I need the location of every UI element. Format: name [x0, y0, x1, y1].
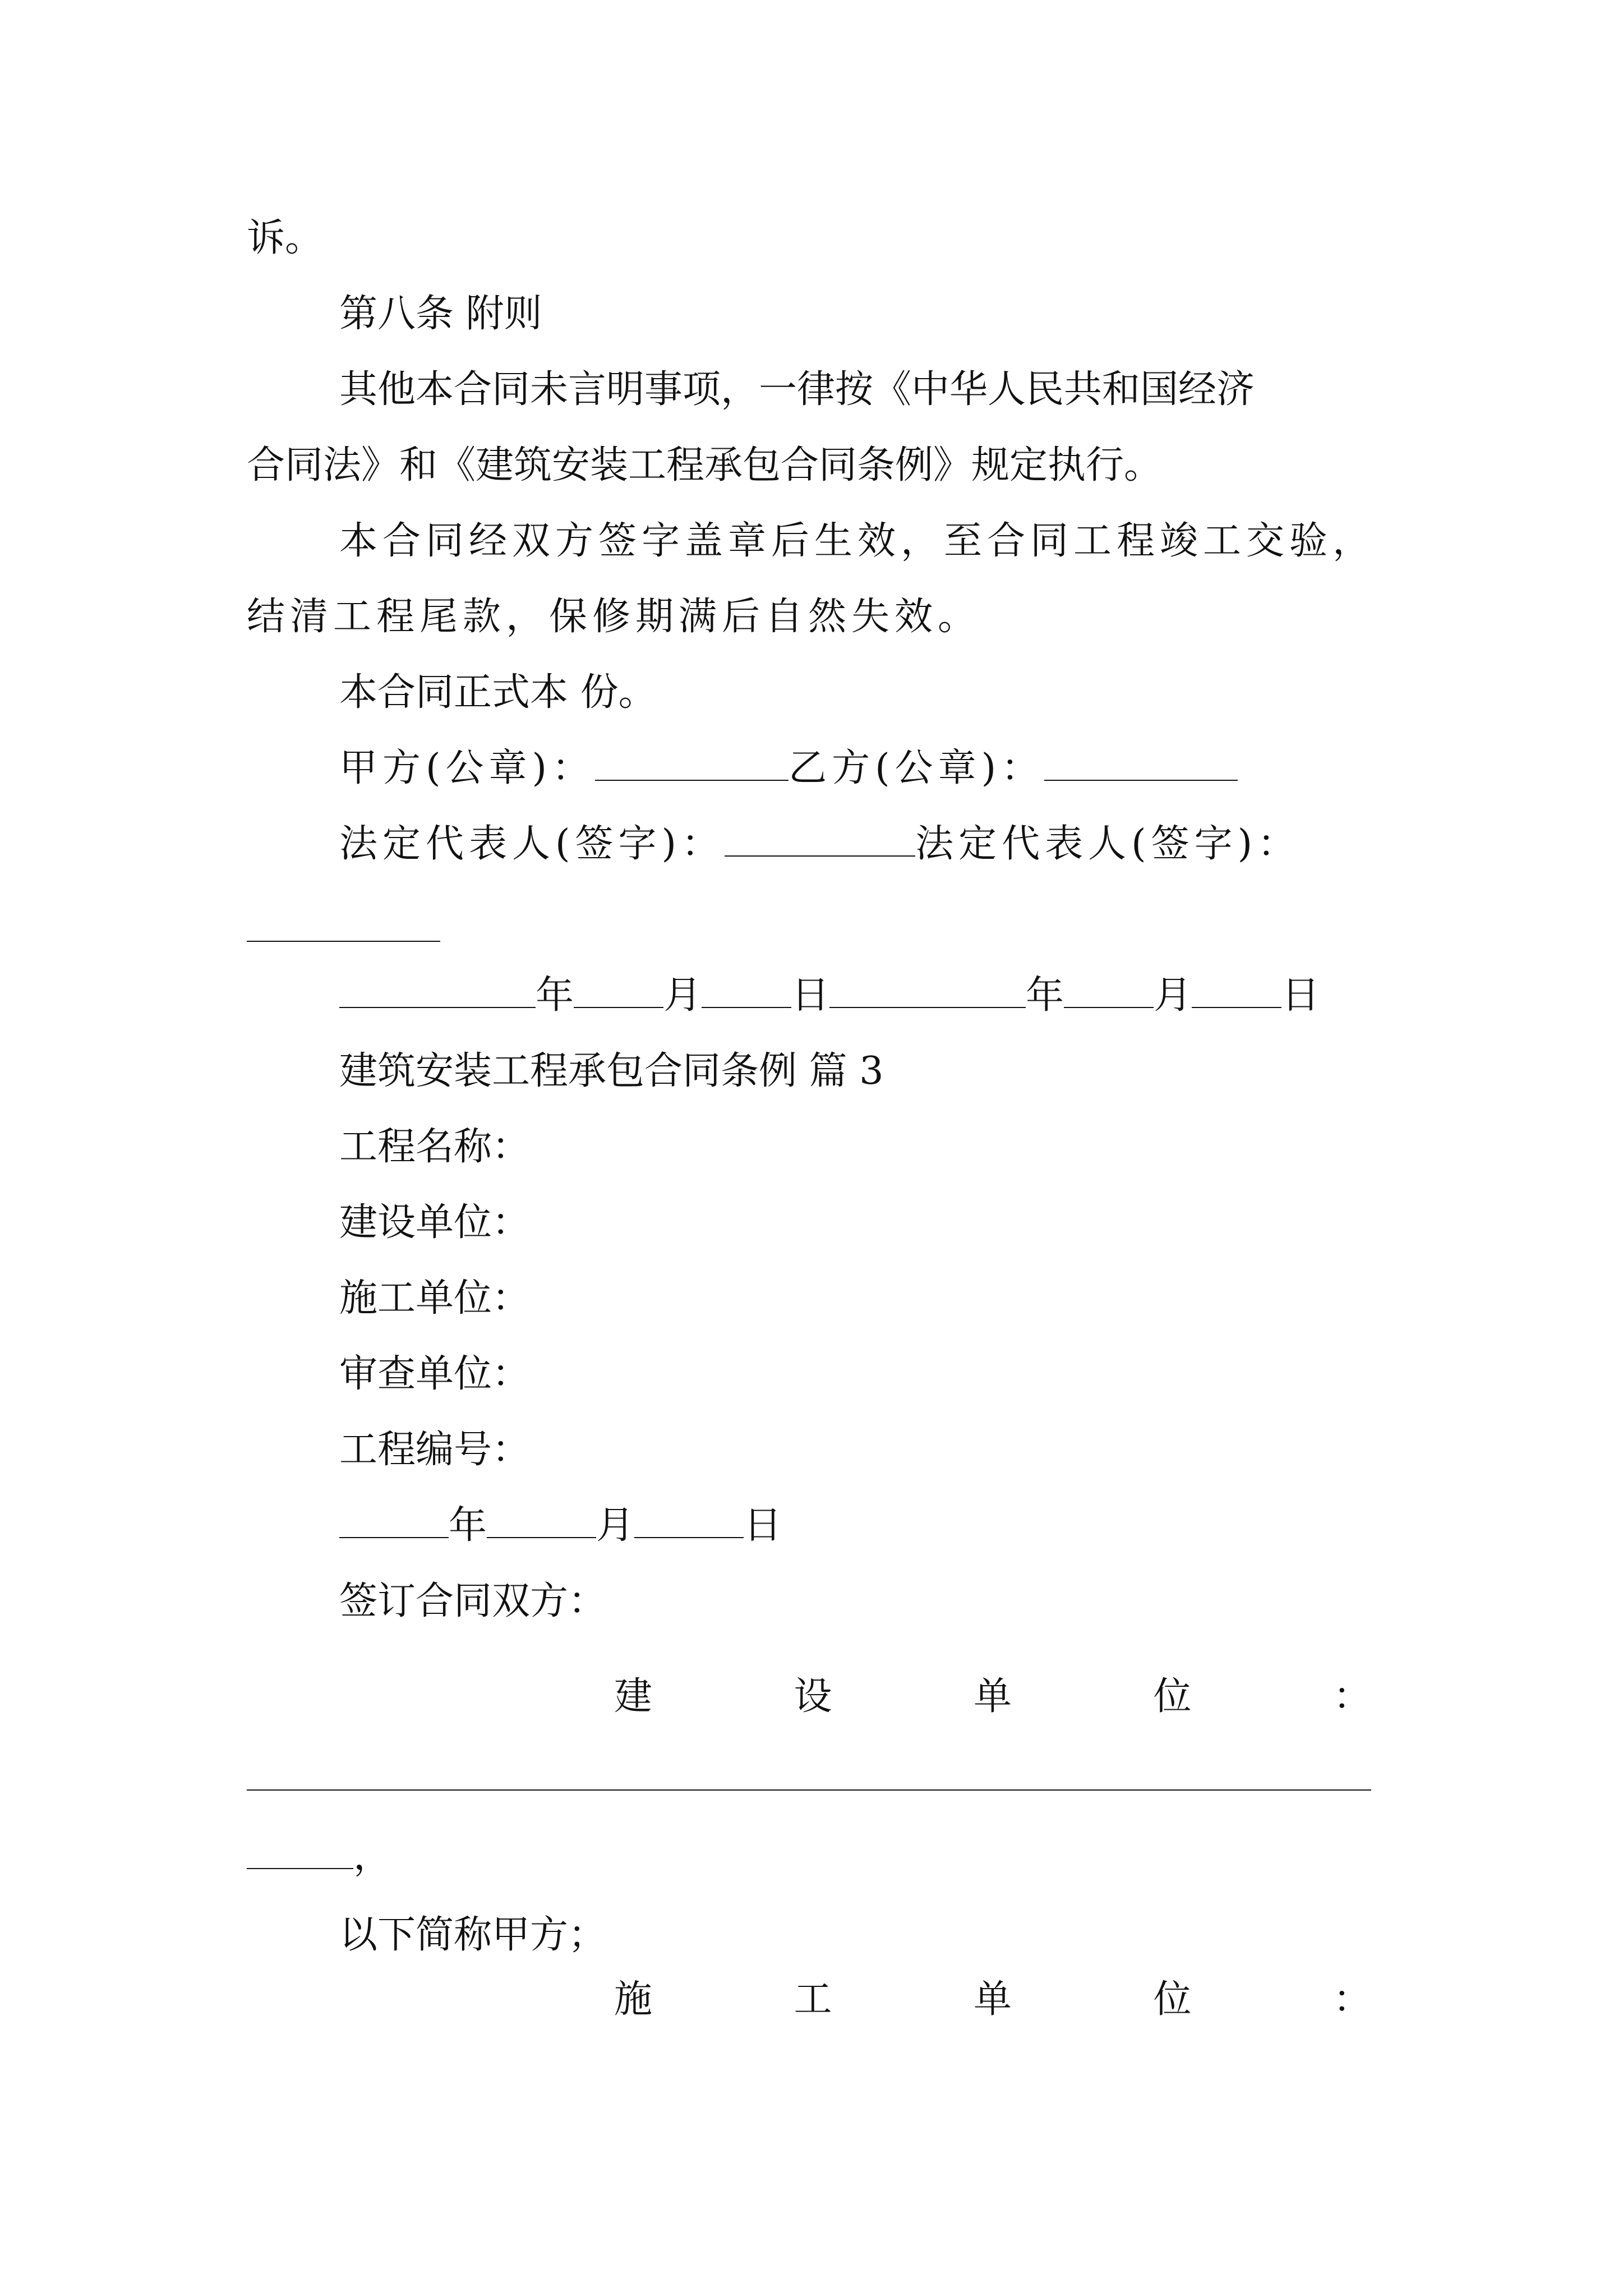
legal-rep-line	[339, 816, 1301, 872]
month-blank[interactable]	[574, 968, 663, 1008]
section-title: 建筑安装工程承包合同条例 篇 3	[339, 1049, 884, 1093]
year-label: 年	[449, 1503, 487, 1548]
party-b-seal-blank[interactable]	[1044, 740, 1238, 781]
party-b-seal-label: 乙方(公章)：	[789, 746, 1045, 790]
heading-char: 建	[614, 1674, 653, 1719]
legal-rep-b-blank[interactable]	[247, 941, 440, 942]
heading-char: 设	[794, 1674, 832, 1719]
heading-char: ：	[1332, 1674, 1371, 1719]
field-label: 审查单位：	[339, 1352, 531, 1396]
field-label: 工程编号：	[339, 1428, 531, 1472]
heading-char: ：	[1332, 1977, 1371, 2022]
text-line: 结清工程尾款，保修期满后自然失效。	[247, 595, 981, 639]
month-label: 月	[596, 1503, 635, 1548]
month-blank[interactable]	[1064, 968, 1154, 1008]
year-blank[interactable]	[339, 1498, 449, 1538]
construction-unit-blank[interactable]	[247, 1789, 1371, 1791]
heading-char: 施	[614, 1977, 653, 2022]
year-blank[interactable]	[339, 968, 536, 1008]
text-line: 以下简称甲方；	[339, 1913, 607, 1957]
text-line: 合同法》和《建筑安装工程承包合同条例》规定执行。	[247, 443, 1163, 487]
field-label: 建设单位：	[339, 1200, 531, 1245]
text-line: 本合同经双方签字盖章后生效，至合同工程竣工交验，	[339, 519, 1376, 563]
year-blank[interactable]	[829, 968, 1026, 1008]
day-blank[interactable]	[634, 1498, 744, 1538]
party-a-seal-label: 甲方(公章)：	[339, 746, 596, 790]
comma: ，	[353, 1834, 392, 1879]
day-blank[interactable]	[702, 968, 791, 1008]
heading-char: 单	[973, 1977, 1012, 2022]
legal-rep-b-label: 法定代表人(签字)：	[915, 822, 1301, 866]
text-line: 其他本合同未言明事项，一律按《中华人民共和国经济	[339, 367, 1255, 412]
heading-char: 位	[1153, 1977, 1192, 2022]
contractor-unit-heading	[614, 1972, 1371, 2028]
month-blank[interactable]	[487, 1498, 596, 1538]
day-blank[interactable]	[1192, 968, 1281, 1008]
legal-rep-a-label: 法定代表人(签字)：	[339, 822, 725, 866]
blank-comma-line	[247, 1829, 391, 1885]
heading-char: 单	[973, 1674, 1012, 1719]
heading-char: 工	[794, 1977, 832, 2022]
field-label: 施工单位：	[339, 1276, 531, 1320]
text-line: 诉。	[247, 216, 324, 260]
day-label: 日	[744, 1503, 782, 1548]
year-label: 年	[536, 973, 574, 1018]
article-heading: 第八条 附则	[339, 292, 542, 336]
month-label: 月	[663, 973, 702, 1018]
party-seal-line	[339, 740, 1238, 797]
date-line	[339, 968, 1320, 1024]
text-line: 本合同正式本 份。	[339, 670, 657, 715]
day-label: 日	[1281, 973, 1320, 1018]
heading-char: 位	[1153, 1674, 1192, 1719]
day-label: 日	[791, 973, 830, 1018]
date-line	[339, 1498, 782, 1554]
year-label: 年	[1026, 973, 1064, 1018]
field-label: 工程名称：	[339, 1125, 531, 1169]
month-label: 月	[1154, 973, 1192, 1018]
continuation-blank[interactable]	[247, 1829, 353, 1869]
text-line: 签订合同双方：	[339, 1579, 607, 1623]
legal-rep-a-blank[interactable]	[725, 816, 915, 857]
party-a-seal-blank[interactable]	[595, 740, 789, 781]
construction-unit-heading	[614, 1669, 1371, 1725]
